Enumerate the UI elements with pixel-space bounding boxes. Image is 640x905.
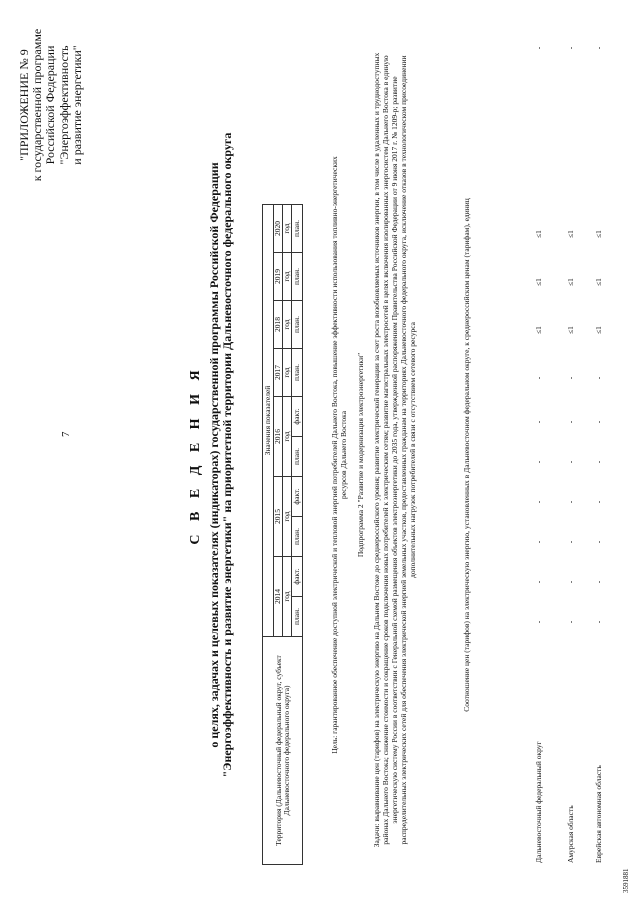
cell-value: - xyxy=(534,460,543,464)
table-row xyxy=(594,33,606,863)
year-2016: 2016 xyxy=(274,397,283,477)
cell-value: - xyxy=(566,580,575,584)
cell-value: - xyxy=(594,460,603,464)
col-plan: план. xyxy=(292,437,303,477)
col-fact: факт. xyxy=(292,477,303,517)
appendix-header xyxy=(18,5,84,205)
appendix-line: "ПРИЛОЖЕНИЕ № 9 xyxy=(17,49,31,161)
cell-value: - xyxy=(566,500,575,504)
cell-value: ≤1 xyxy=(594,326,603,334)
unit-2014: год xyxy=(283,557,292,637)
unit-2015: год xyxy=(283,477,292,557)
cell-value: - xyxy=(534,500,543,504)
unit-2017: год xyxy=(283,349,292,397)
document-code: 3591881 xyxy=(622,868,630,893)
col-plan: план. xyxy=(292,205,303,253)
year-2014: 2014 xyxy=(274,557,283,637)
appendix-line: Российской Федерации xyxy=(43,45,58,165)
cell-value: ≤1 xyxy=(534,230,543,238)
document-subtitle-line1: о целях, задачах и целевых показателях (индикаторах) государственной программы Российской Федерации xyxy=(207,162,221,748)
cell-value: ≤1 xyxy=(594,230,603,238)
cell-value: - xyxy=(534,420,543,424)
cell-value: - xyxy=(566,46,575,50)
year-2017: 2017 xyxy=(274,349,283,397)
appendix-line: "Энергоэффективность xyxy=(56,45,71,165)
cell-value: - xyxy=(566,620,575,624)
tasks-text: Задачи: выравнивание цен (тарифов) на электрическую энергию на Дальнем Востоке до среднероссийского уровня; развитие электрической генерации за счет роста возобновляемых источников энергии, в том числе в удаленных и труднодоступных районах Дальнего Востока; снижение стоимости и сокращение сроков подключения новых потребителей к электрическим сетям; развитие магистральных электросетей в целях включения изолированных энергосистем Дальнего Востока в единую энергетическую систему России в соответствии с Генеральной схемой размещения объектов электроэнергетики до 2035 года, утвержденной распоряжением Правительства Российской Федерации от 9 июня 2017 г. № 1209-р; развитие распределительных электрических сетей для обеспечения электрической энергией земельных участков, предоставленных гражданам на территориях Дальневосточного федерального округа, исключение отказов в технологическом присоединении дополнительных нагрузок потребителей в связи с отсутствием сетевого ресурса xyxy=(372,52,417,848)
goal-text: Цель: гарантированное обеспечение доступной электрической и тепловой энергией потребителей Дальнего Востока, повышение эффективности использования топливно-энергетических ресурсов Дальнего Востока xyxy=(330,156,348,754)
cell-value: ≤1 xyxy=(594,278,603,286)
unit-2020: год xyxy=(283,205,292,253)
document-heading xyxy=(188,45,234,865)
cell-value: ≤1 xyxy=(534,326,543,334)
cell-value: - xyxy=(594,46,603,50)
cell-value: ≤1 xyxy=(566,230,575,238)
year-2018: 2018 xyxy=(274,301,283,349)
year-2015: 2015 xyxy=(274,477,283,557)
cell-value: - xyxy=(594,420,603,424)
cell-value: - xyxy=(534,540,543,544)
unit-2018: год xyxy=(283,301,292,349)
cell-value: - xyxy=(594,540,603,544)
cell-value: - xyxy=(594,620,603,624)
col-plan: план. xyxy=(292,301,303,349)
col-plan: план. xyxy=(292,253,303,301)
cell-value: - xyxy=(566,376,575,380)
subprogram-title: Подпрограмма 2 "Развитие и модернизация электроэнергетики" xyxy=(356,352,365,558)
cell-value: - xyxy=(534,46,543,50)
cell-value: - xyxy=(534,376,543,380)
cell-value: - xyxy=(594,376,603,380)
document-subtitle-line2: "Энергоэффективность и развитие энергетики" на приоритетной территории Дальневосточного федерального округа xyxy=(220,132,234,778)
territory-header: Территория (Дальневосточный федеральный округ, субъект Дальневосточного федерального округа) xyxy=(263,637,303,865)
cell-value: ≤1 xyxy=(566,278,575,286)
appendix-line: и развитие энергетики" xyxy=(69,45,84,165)
indicators-table-header xyxy=(262,204,303,865)
year-2020: 2020 xyxy=(274,205,283,253)
row-territory: Еврейская автономная область xyxy=(594,765,603,863)
cell-value: - xyxy=(534,580,543,584)
col-fact: факт. xyxy=(292,557,303,597)
cell-value: ≤1 xyxy=(566,326,575,334)
row-territory: Амурская область xyxy=(566,805,575,863)
cell-value: - xyxy=(594,500,603,504)
table-row xyxy=(534,33,546,863)
col-plan: план. xyxy=(292,597,303,637)
indicator-title: Соотношение цен (тарифов) на электрическую энергию, установленных в Дальневосточном федеральном округе, к среднероссийским ценам (тарифам), единиц xyxy=(462,198,471,712)
cell-value: - xyxy=(534,620,543,624)
table-row xyxy=(566,33,578,863)
year-2019: 2019 xyxy=(274,253,283,301)
document-title: С В Е Д Е Н И Я xyxy=(188,365,203,545)
cell-value: - xyxy=(594,580,603,584)
unit-2019: год xyxy=(283,253,292,301)
cell-value: - xyxy=(566,460,575,464)
values-header: Значения показателей xyxy=(263,205,274,637)
cell-value: - xyxy=(566,540,575,544)
cell-value: - xyxy=(566,420,575,424)
col-plan: план. xyxy=(292,349,303,397)
col-fact: факт. xyxy=(292,397,303,437)
cell-value: ≤1 xyxy=(534,278,543,286)
row-territory: Дальневосточный федеральный округ xyxy=(534,741,543,863)
col-plan: план. xyxy=(292,517,303,557)
page-number: 7 xyxy=(60,431,72,437)
unit-2016: год xyxy=(283,397,292,477)
appendix-line: к государственной программе xyxy=(30,28,45,182)
